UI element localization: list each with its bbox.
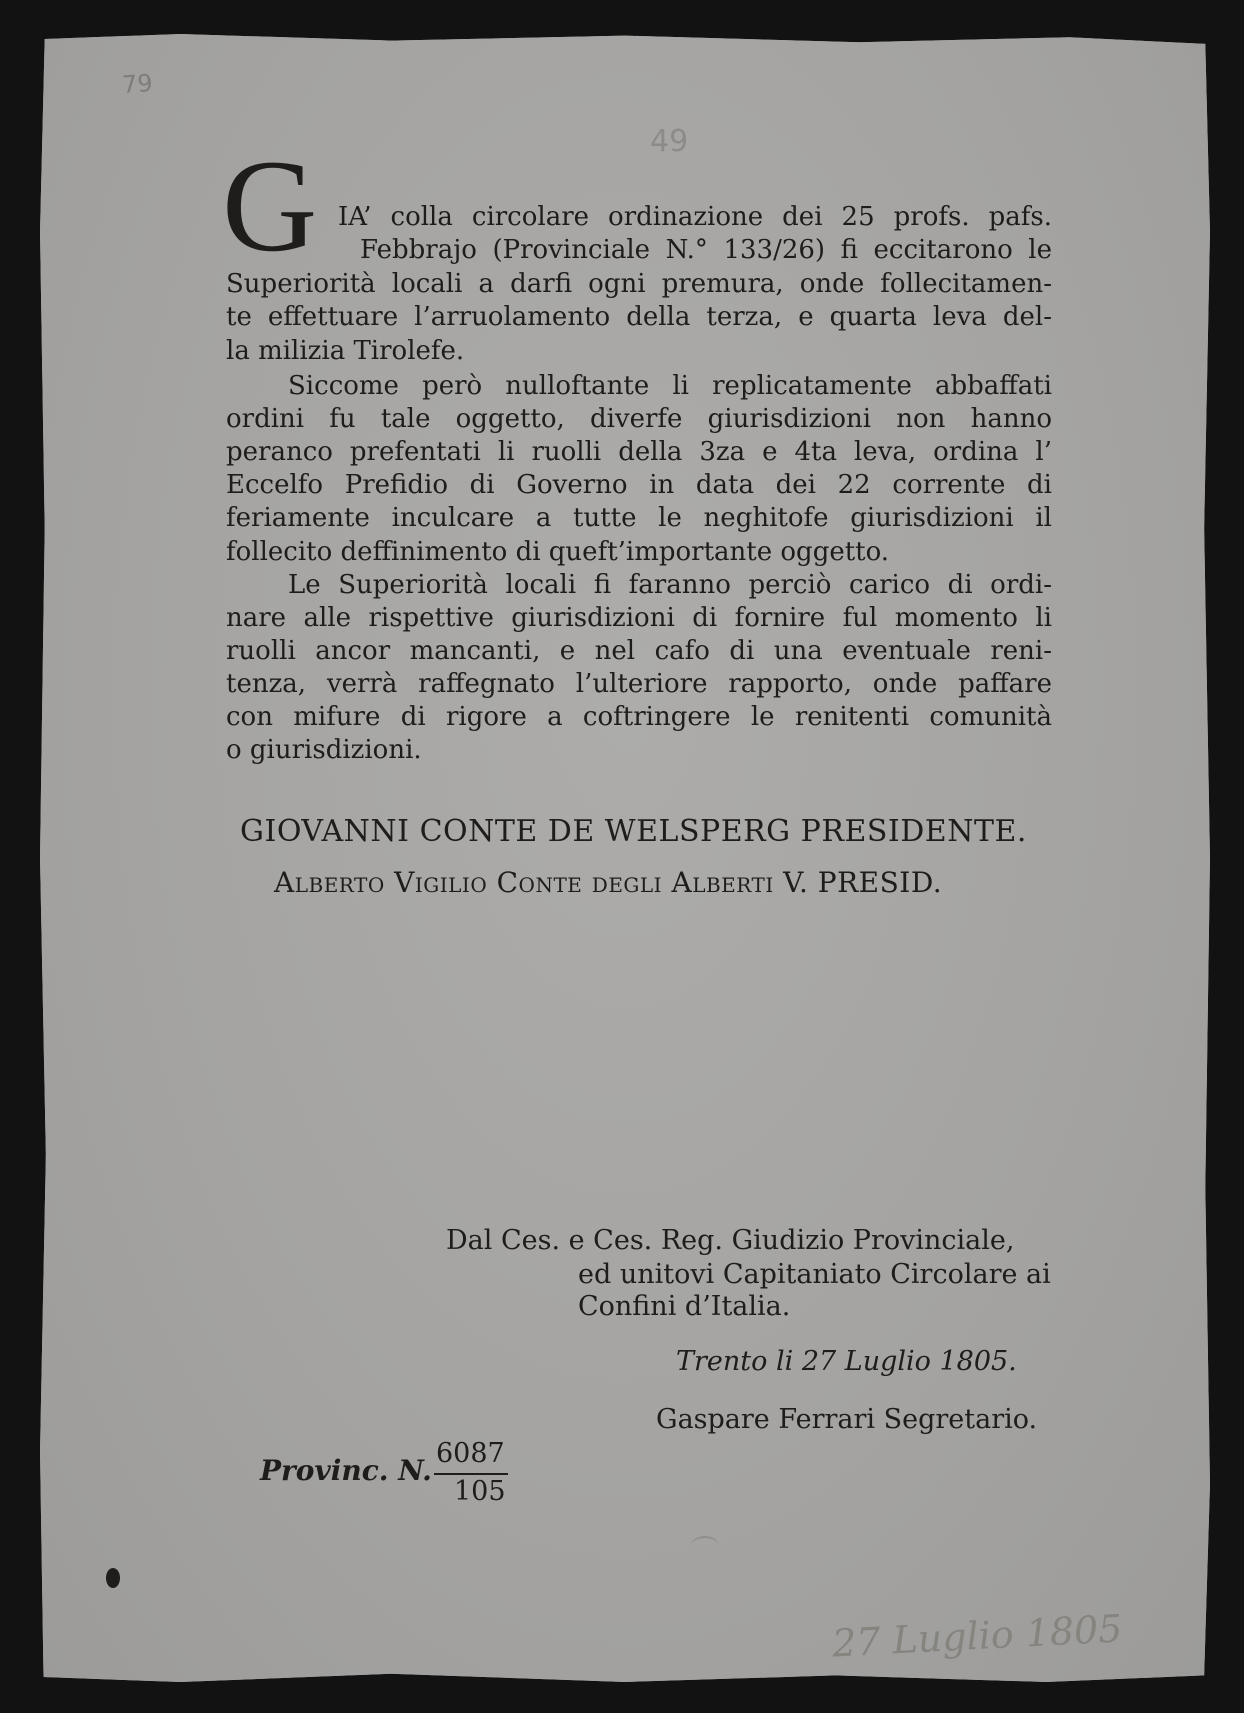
para1-line4: te effettuare l’arruolamento della terza, e quarta leva del- [226,302,1052,332]
para1-line5: la milizia Tirolefe. [226,336,465,366]
para2-line4: Eccelfo Prefidio di Governo in data dei 22 corrente di [226,470,1052,500]
para3-line4: tenza, verrà raffegnato l’ulteriore rapporto, onde paffare [226,669,1052,699]
para2-line2: ordini fu tale oggetto, diverfe giurisdizioni non hanno [226,404,1052,434]
para3-line6: o giurisdizioni. [226,735,422,765]
protocol-label: Provinc. N. [260,1454,432,1487]
issuer-line3: Confini d’Italia. [578,1291,791,1322]
protocol-fraction-bar [434,1473,508,1475]
para3-line5: con mifure di rigore a coftringere le renitenti comunità [226,702,1052,732]
secretary-signature: Gaspare Ferrari Segretario. [656,1404,1038,1435]
handwritten-pencil-date: 27 Luglio 1805 [831,1606,1124,1666]
drop-cap: G [222,132,318,279]
ink-blot [106,1568,120,1588]
pencil-stroke [690,1536,720,1560]
para2-line6: follecito deffinimento di queft’importante oggetto. [226,537,890,567]
para1-line3: Superiorità locali a darfi ogni premura, onde follecitamen- [226,269,1052,299]
place-date: Trento li 27 Luglio 1805. [676,1346,1017,1377]
protocol-numerator: 6087 [436,1438,505,1469]
pencil-folio-49: 49 [650,124,689,159]
para3-line3: ruolli ancor mancanti, e nel cafo di una eventuale reni- [226,636,1052,666]
para3-line2: nare alle rispettive giurisdizioni di fornire ful momento li [226,603,1052,633]
para2-line5: feriamente inculcare a tutte le neghitofe giurisdizioni il [226,503,1052,533]
president-signature: GIOVANNI CONTE DE WELSPERG PRESIDENTE. [240,814,1027,849]
protocol-denominator: 105 [454,1476,506,1507]
para3-line1: Le Superiorità locali fi faranno perciò carico di ordi- [288,570,1052,600]
para1-line2: Febbrajo (Provinciale N.° 133/26) fi eccitarono le [360,235,1052,265]
issuer-line2: ed unitovi Capitaniato Circolare ai [578,1259,1051,1290]
para2-line3: peranco prefentati li ruolli della 3za e 4ta leva, ordina l’ [226,437,1052,467]
para2-line1: Siccome però nulloftante li replicatamente abbaffati [288,371,1052,401]
para1-line1: IA’ colla circolare ordinazione dei 25 profs. pafs. [338,202,1052,232]
pencil-folio-79: 79 [121,68,154,100]
vice-president-signature: Alberto Vigilio Conte degli Alberti V. PRESID. [274,866,943,899]
issuer-line1: Dal Ces. e Ces. Reg. Giudizio Provinciale, [446,1225,1015,1256]
